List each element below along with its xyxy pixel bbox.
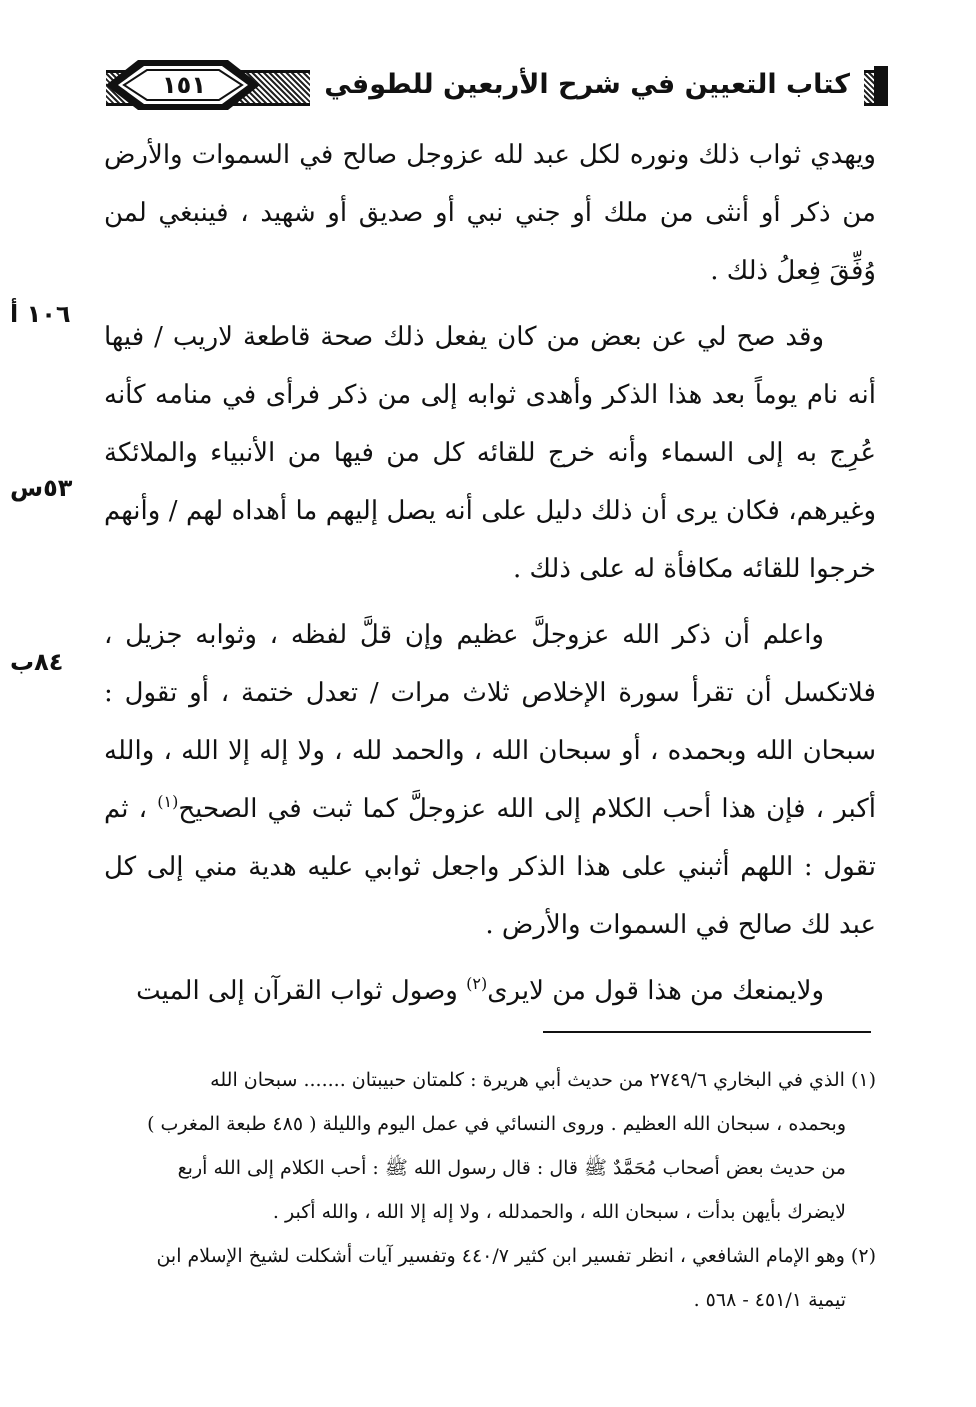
paragraph-text: ولايمنعك من هذا قول من لايرى bbox=[487, 976, 824, 1006]
paragraph-text: وصول ثواب القرآن إلى الميت bbox=[136, 976, 467, 1006]
paragraph bbox=[104, 606, 876, 954]
margin-note-manuscript-ref: ١٠٦ أ bbox=[10, 300, 71, 328]
footnote-line: وبحمده ، سبحان الله العظيم . وروى النسائي في عمل اليوم والليلة ( ٤٨٥ طبعة المغرب ) bbox=[147, 1113, 846, 1135]
footnote-line: (١) الذي في البخاري ٢٧٤٩/٦ من حديث أبي هريرة : كلمتان حبيبتان ....... سبحان الله bbox=[210, 1069, 876, 1091]
footnote-line: تيمية ٤٥١/١ - ٥٦٨ . bbox=[693, 1289, 846, 1311]
paragraph: وقد صح لي عن بعض من كان يفعل ذلك صحة قاطعة لاريب / فيها أنه نام يوماً بعد هذا الذكر وأهدى ثوابه إلى من ذكر فرأى في منامه كأنه عُرِج به إلى السماء وأنه خرج للقائه كل من فيها من الأنبياء والملائكة وغيرهم، فكان يرى أن ذلك دليل على أنه يصل إليهم ما أهداه لهم / وأنهم خرجوا للقائه مكافأة له على ذلك . bbox=[104, 322, 876, 584]
main-text bbox=[104, 126, 876, 1020]
paragraph bbox=[104, 962, 876, 1020]
paragraph: ويهدي ثواب ذلك ونوره لكل عبد لله عزوجل صالح في السموات والأرض من ذكر أو أنثى من ملك أو جني نبي أو صديق أو شهيد ، فينبغي لمن وُفِّقَ فِعلُ ذلك . bbox=[104, 140, 876, 286]
margin-note-manuscript-ref: ٨٤ب bbox=[10, 648, 64, 676]
footnote-separator bbox=[543, 1031, 871, 1033]
footnote-line: لايضرك بأيهن بدأت ، سبحان الله ، والحمدلله ، ولا إله إلا الله ، والله أكبر . bbox=[272, 1201, 846, 1223]
running-header bbox=[96, 54, 886, 116]
footnote-line: (٢) وهو الإمام الشافعي ، انظر تفسير ابن كثير ٤٤٠/٧ وتفسير آيات أشكلت لشيخ الإسلام ابن bbox=[156, 1245, 876, 1267]
paragraph-text: واعلم أن ذكر الله عزوجلَّ عظيم وإن قلَّ لفظه ، وثوابه جزيل ، فلاتكسل أن تقرأ سورة الإخلاص ثلاث مرات / تعدل ختمة ، أو تقول : سبحان الله وبحمده ، أو سبحان الله ، والحمد لله ، ولا إله إلا الله ، والله أكبر ، فإن هذا أحب الكلام إلى الله عزوجلَّ كما ثبت في الصحيح bbox=[104, 620, 876, 824]
footnotes bbox=[104, 1058, 876, 1322]
page-number-badge bbox=[98, 54, 268, 116]
margin-note-manuscript-ref: ٥٣س bbox=[10, 474, 73, 502]
header-ornament-end bbox=[874, 66, 888, 106]
page-number: ١٥١ bbox=[162, 71, 206, 99]
book-title: كتاب التعيين في شرح الأربعين للطوفي bbox=[310, 62, 864, 108]
footnote-marker[interactable]: (١) bbox=[157, 792, 179, 811]
paragraph-text: ، ثم تقول : اللهم أثبني على هذا الذكر واجعل ثوابي عليه هدية مني إلى كل عبد لك صالح في السموات والأرض . bbox=[104, 794, 876, 940]
footnote-line: من حديث بعض أصحاب مُحَمَّدٌ ﷺ قال : قال رسول الله ﷺ : أحب الكلام إلى الله أربع bbox=[177, 1157, 846, 1179]
footnote-marker[interactable]: (٢) bbox=[466, 974, 488, 993]
